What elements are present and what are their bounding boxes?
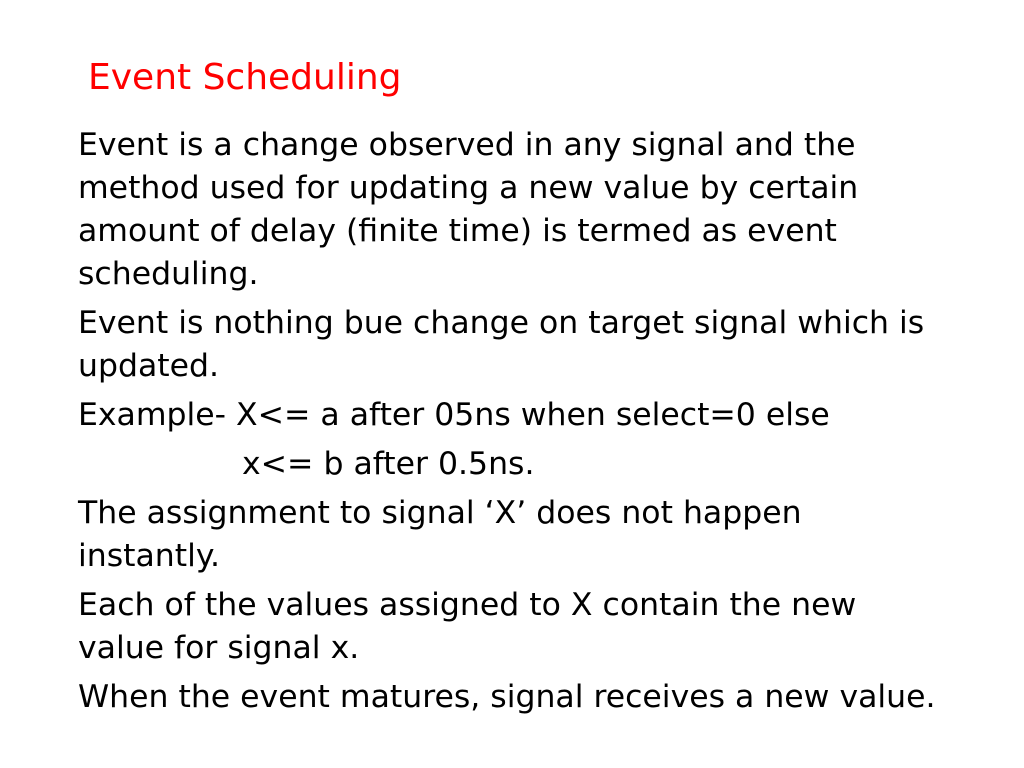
text-line: Each of the values assigned to X contain the new (78, 587, 857, 623)
text-line: instantly. (78, 538, 221, 574)
code-line: Example- X<= a after 05ns when select=0 else (78, 397, 830, 433)
text-line: Event is nothing bue change on target signal which is (78, 305, 925, 341)
text-line: updated. (78, 348, 219, 384)
text-line: scheduling. (78, 256, 259, 292)
text-line: Event is a change observed in any signal and the (78, 127, 856, 163)
slide-body (78, 124, 978, 725)
text-line: amount of delay (finite time) is termed as event (78, 213, 837, 249)
paragraph-event-definition (78, 124, 978, 296)
text-line: The assignment to signal ‘X’ does not happen (78, 495, 802, 531)
paragraph-values (78, 584, 978, 670)
slide-title: Event Scheduling (88, 57, 402, 98)
text-line: method used for updating a new value by certain (78, 170, 859, 206)
code-line: x<= b after 0.5ns. (242, 446, 535, 482)
paragraph-example (78, 394, 978, 437)
text-line: When the event matures, signal receives a new value. (78, 679, 936, 715)
paragraph-event-target (78, 302, 978, 388)
text-line: value for signal x. (78, 630, 360, 666)
paragraph-event-matures (78, 676, 978, 719)
paragraph-example-continued (78, 443, 978, 486)
paragraph-assignment (78, 492, 978, 578)
